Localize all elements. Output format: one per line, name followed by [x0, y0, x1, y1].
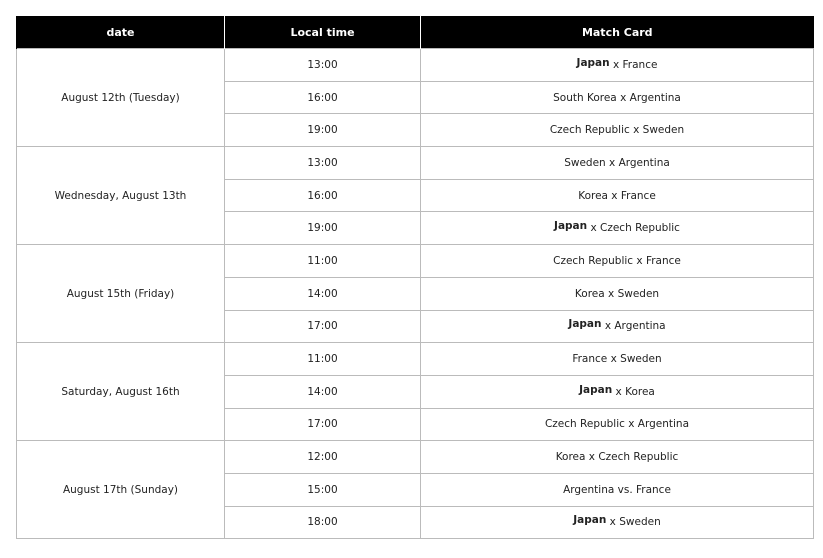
header-local-time: Local time [225, 16, 421, 49]
japan-team-label: Japan [568, 318, 602, 331]
match-text: Czech Republic x Sweden [549, 124, 685, 137]
match-text: France x Sweden [572, 353, 662, 366]
match-text: x Sweden [606, 516, 661, 529]
match-cell [421, 473, 814, 506]
table-row [17, 147, 814, 180]
time-cell: 16:00 [225, 179, 421, 212]
schedule-container [16, 16, 813, 539]
date-cell: Saturday, August 16th [17, 343, 225, 441]
date-cell: August 12th (Tuesday) [17, 49, 225, 147]
match-text: Korea x Czech Republic [555, 451, 679, 464]
time-cell: 15:00 [225, 473, 421, 506]
match-text: x France [609, 58, 658, 71]
japan-team-label: Japan [573, 514, 607, 527]
match-cell [421, 49, 814, 82]
match-cell [421, 147, 814, 180]
header-row [17, 16, 814, 49]
time-cell: 19:00 [225, 212, 421, 245]
table-row [17, 245, 814, 278]
time-cell: 14:00 [225, 277, 421, 310]
match-text: Czech Republic x France [553, 254, 681, 267]
match-cell [421, 114, 814, 147]
match-cell [421, 245, 814, 278]
match-cell [421, 506, 814, 539]
match-text: Korea x France [578, 189, 656, 202]
match-text: x Argentina [601, 320, 666, 333]
schedule-table [16, 16, 814, 539]
time-cell: 16:00 [225, 81, 421, 114]
time-cell: 11:00 [225, 245, 421, 278]
time-cell: 18:00 [225, 506, 421, 539]
japan-team-label: Japan [576, 56, 610, 69]
match-text: Korea x Sweden [574, 287, 660, 300]
match-text: x Korea [612, 385, 655, 398]
time-cell: 13:00 [225, 147, 421, 180]
time-cell: 11:00 [225, 343, 421, 376]
match-cell [421, 343, 814, 376]
match-cell [421, 277, 814, 310]
time-cell: 12:00 [225, 441, 421, 474]
time-cell: 14:00 [225, 375, 421, 408]
table-row [17, 441, 814, 474]
time-cell: 19:00 [225, 114, 421, 147]
match-text: South Korea x Argentina [553, 91, 681, 104]
schedule-body [17, 49, 814, 539]
match-text: Czech Republic x Argentina [544, 418, 690, 431]
table-row [17, 49, 814, 82]
time-cell: 17:00 [225, 408, 421, 441]
match-cell [421, 212, 814, 245]
japan-team-label: Japan [554, 220, 588, 233]
date-cell: August 15th (Friday) [17, 245, 225, 343]
match-text: Sweden x Argentina [564, 156, 670, 169]
match-cell [421, 310, 814, 343]
japan-team-label: Japan [579, 383, 613, 396]
match-cell [421, 81, 814, 114]
match-cell [421, 179, 814, 212]
date-cell: August 17th (Sunday) [17, 441, 225, 539]
date-cell: Wednesday, August 13th [17, 147, 225, 245]
match-cell [421, 375, 814, 408]
time-cell: 17:00 [225, 310, 421, 343]
header-match-card: Match Card [421, 16, 814, 49]
match-cell [421, 408, 814, 441]
match-cell [421, 441, 814, 474]
match-text: x Czech Republic [587, 222, 680, 235]
match-text: Argentina vs. France [563, 483, 671, 496]
time-cell: 13:00 [225, 49, 421, 82]
header-date: date [17, 16, 225, 49]
table-row [17, 343, 814, 376]
